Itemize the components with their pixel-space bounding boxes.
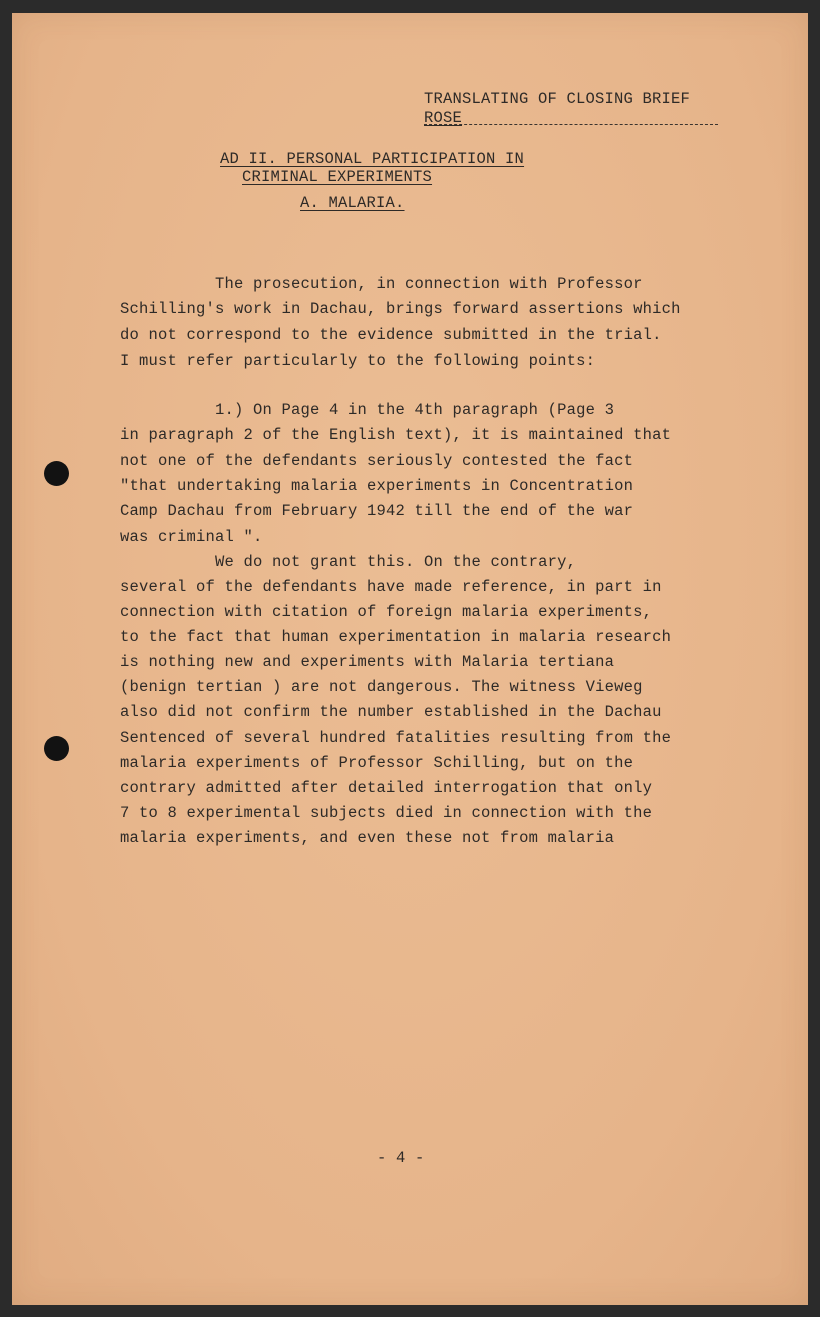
body-line: malaria experiments, and even these not from malaria [120,829,615,847]
body-line: We do not grant this. On the contrary, [120,553,577,571]
body-line: is nothing new and experiments with Malaria tertiana [120,653,615,671]
body-line: several of the defendants have made reference, in part in [120,578,662,596]
body-line: contrary admitted after detailed interrogation that only [120,779,653,797]
header-rule [424,124,718,125]
body-line: The prosecution, in connection with Professor [120,275,643,293]
body-line: Schilling's work in Dachau, brings forward assertions which [120,300,681,318]
body-line: (benign tertian ) are not dangerous. The witness Vieweg [120,678,643,696]
body-line: also did not confirm the number established in the Dachau [120,703,662,721]
page-number: - 4 - [377,1149,425,1167]
body-line: do not correspond to the evidence submitted in the trial. [120,326,662,344]
body-line: malaria experiments of Professor Schilling, but on the [120,754,634,772]
body-line: Sentenced of several hundred fatalities resulting from the [120,729,672,747]
document-title: TRANSLATING OF CLOSING BRIEF [424,90,691,108]
body-line: in paragraph 2 of the English text), it is maintained that [120,426,672,444]
body-line: connection with citation of foreign malaria experiments, [120,603,653,621]
body-line: 7 to 8 experimental subjects died in connection with the [120,804,653,822]
punch-hole [44,736,69,761]
punch-hole [44,461,69,486]
document-subject: ROSE [424,109,463,127]
body-line: 1.) On Page 4 in the 4th paragraph (Page 3 [120,401,615,419]
subsection-heading: A. MALARIA. [300,194,405,212]
body-line: Camp Dachau from February 1942 till the end of the war [120,502,634,520]
body-line: "that undertaking malaria experiments in Concentration [120,477,634,495]
body-line: to the fact that human experimentation in malaria research [120,628,672,646]
body-line: I must refer particularly to the following points: [120,352,596,370]
section-heading: AD II. PERSONAL PARTICIPATION IN [220,150,525,168]
body-line: not one of the defendants seriously contested the fact [120,452,634,470]
section-heading-continued: CRIMINAL EXPERIMENTS [242,168,433,186]
body-line: was criminal ". [120,528,263,546]
